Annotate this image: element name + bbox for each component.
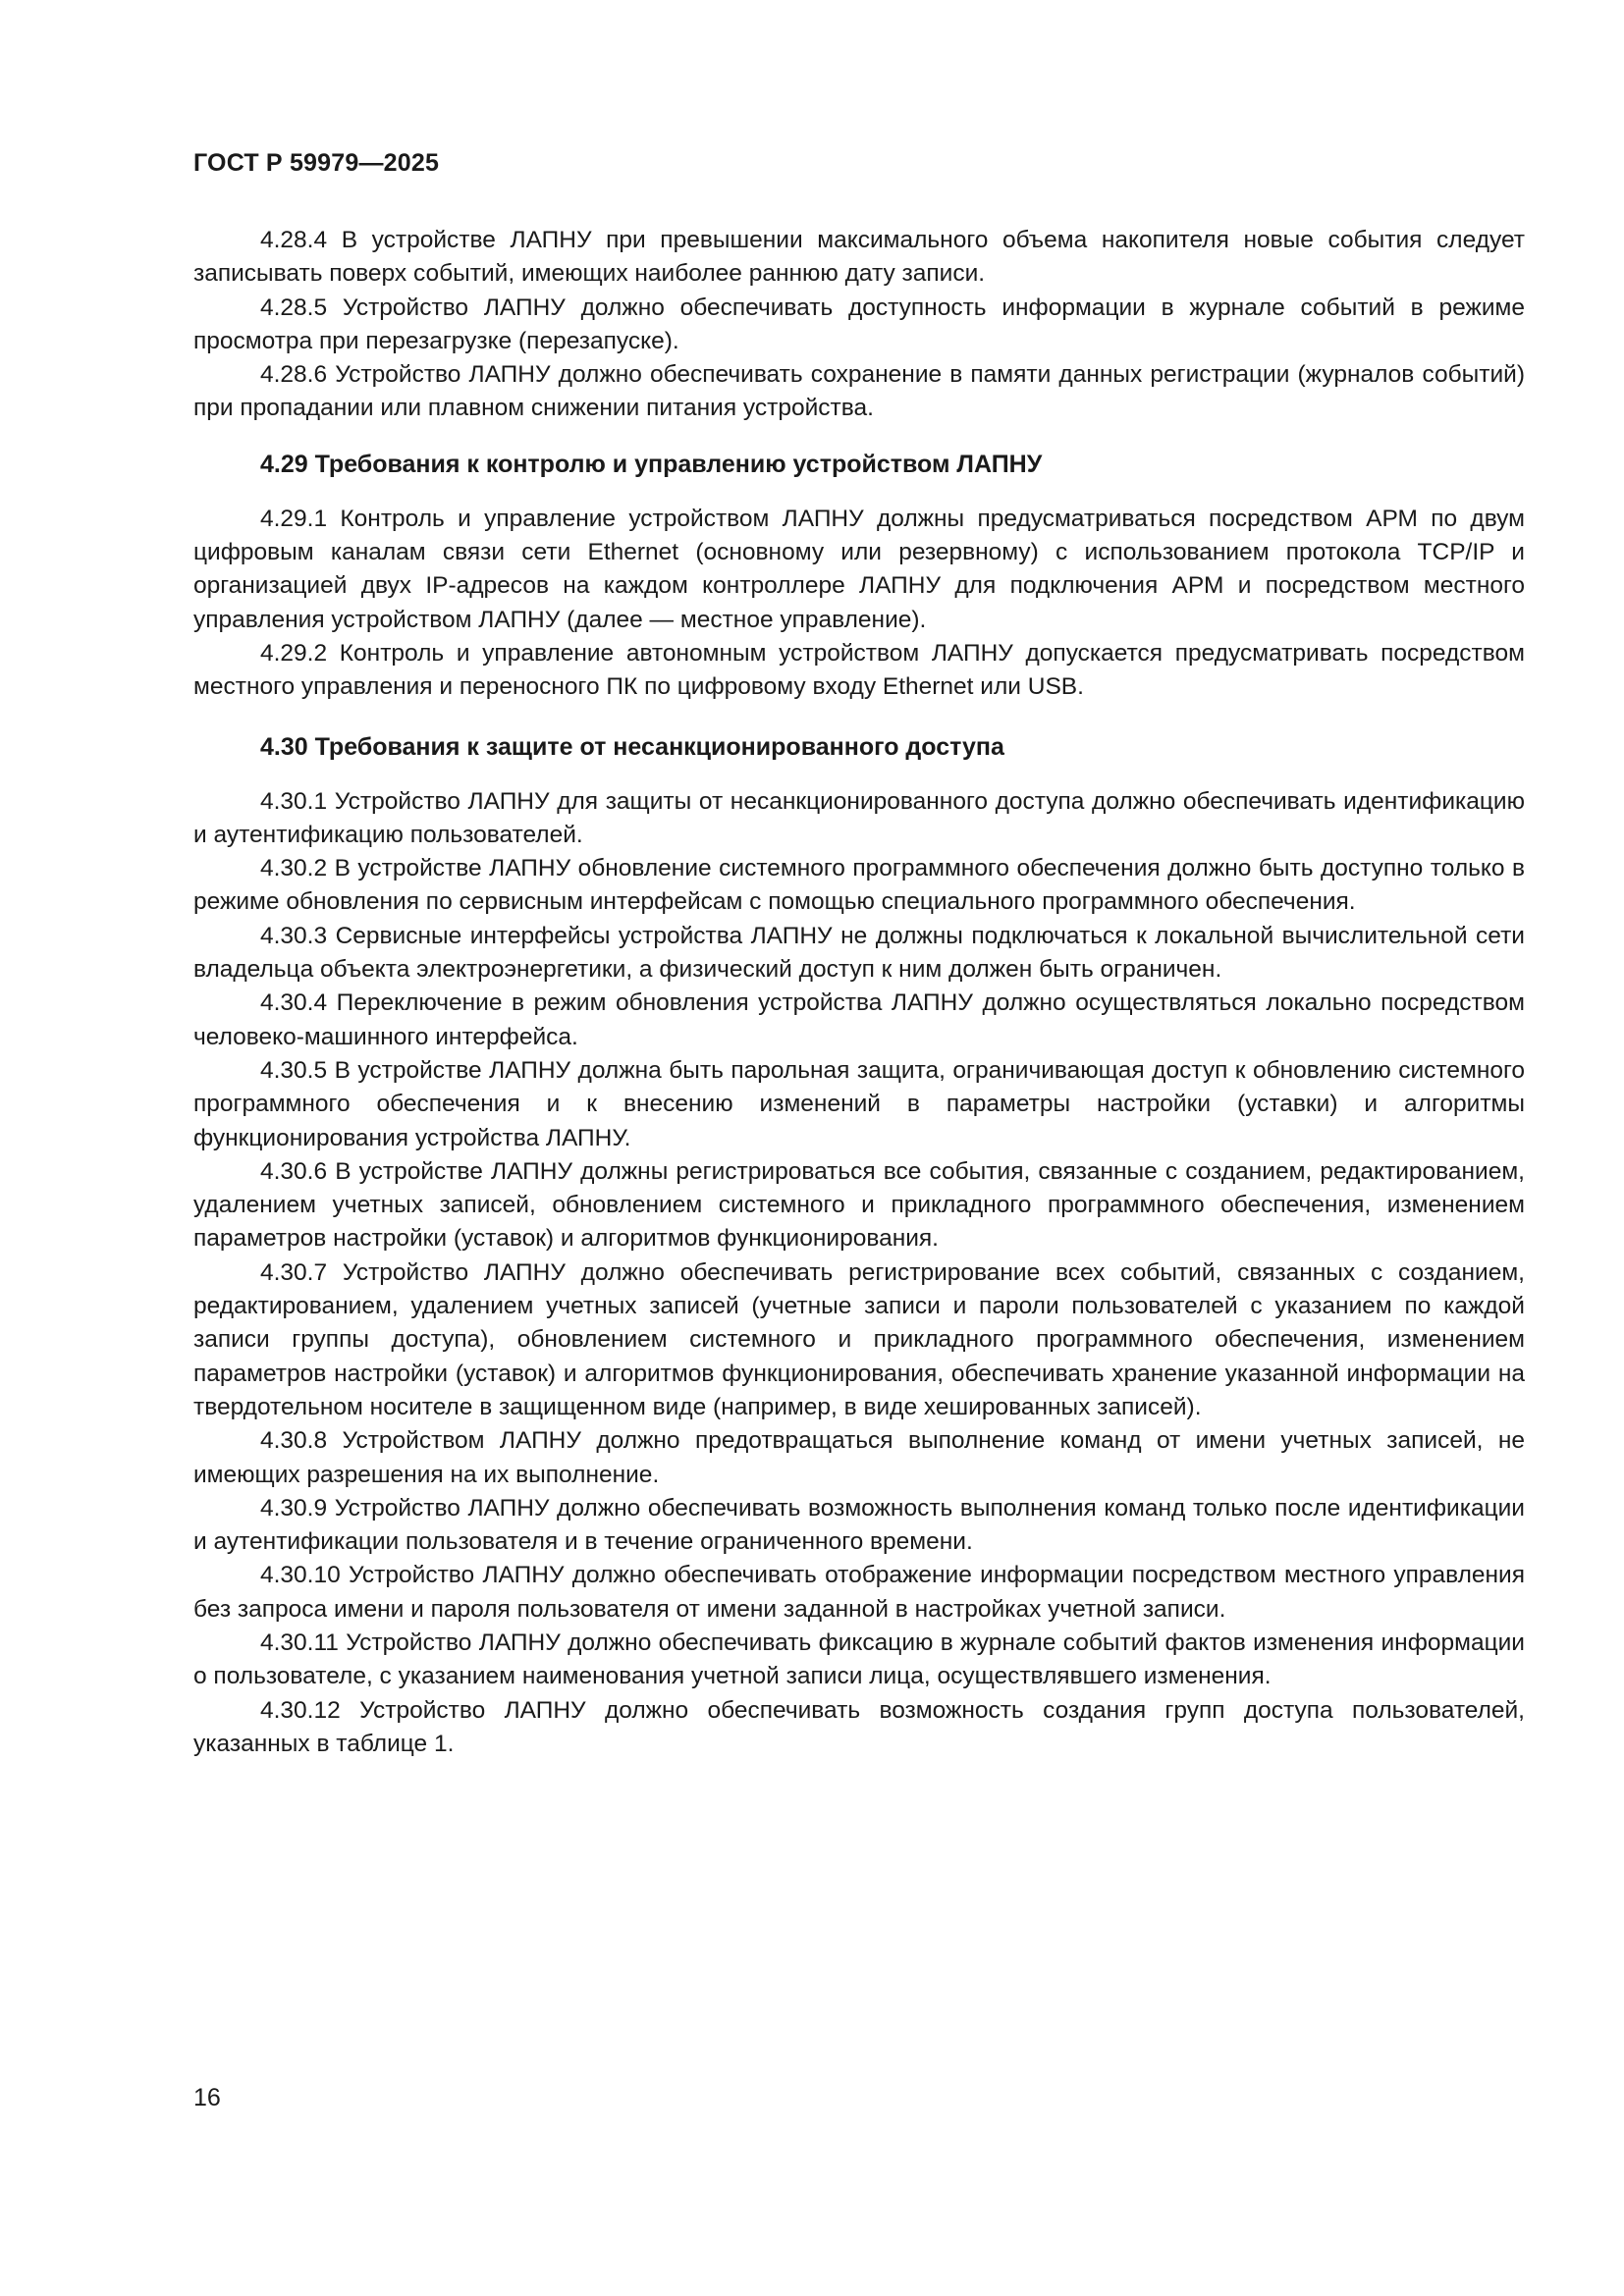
paragraph-4-30-10: 4.30.10 Устройство ЛАПНУ должно обеспечивать отображение информации посредством местного управления без запроса имени и пароля пользователя от имени заданной в настройках учетной записи. (193, 1562, 1525, 1623)
section-heading-4-30: 4.30 Требования к защите от несанкционированного доступа (260, 732, 1004, 761)
paragraph-4-30-4: 4.30.4 Переключение в режим обновления устройства ЛАПНУ должно осуществляться локально посредством человеко-машинного интерфейса. (193, 989, 1525, 1050)
paragraph-4-30-9: 4.30.9 Устройство ЛАПНУ должно обеспечивать возможность выполнения команд только после идентификации и аутентификации пользователя и в течение ограниченного времени. (193, 1494, 1525, 1556)
paragraph-4-28-6: 4.28.6 Устройство ЛАПНУ должно обеспечивать сохранение в памяти данных регистрации (журналов событий) при пропадании или плавном снижении питания устройства. (193, 361, 1525, 422)
document-header: ГОСТ Р 59979—2025 (193, 149, 440, 177)
page-number: 16 (193, 2084, 221, 2111)
paragraph-4-29-2: 4.29.2 Контроль и управление автономным устройством ЛАПНУ допускается предусматривать посредством местного управления и переносного ПК по цифровому входу Ethernet или USB. (193, 639, 1525, 701)
section-heading-4-29: 4.29 Требования к контролю и управлению устройством ЛАПНУ (260, 450, 1043, 478)
paragraph-4-30-12: 4.30.12 Устройство ЛАПНУ должно обеспечивать возможность создания групп доступа пользователей, указанных в таблице 1. (193, 1696, 1525, 1757)
paragraph-4-30-11: 4.30.11 Устройство ЛАПНУ должно обеспечивать фиксацию в журнале событий фактов изменения информации о пользователе, с указанием наименования учетной записи лица, осуществлявшего изменения. (193, 1629, 1525, 1690)
paragraph-4-30-7: 4.30.7 Устройство ЛАПНУ должно обеспечивать регистрирование всех событий, связанных с созданием, редактированием, удалением учетных записей (учетные записи и пароли пользователей с указанием по каждой записи группы доступа), обновлением системного и прикладного программного обеспечения, изменением параметров настройки (уставок) и алгоритмов функционирования, обеспечивать хранение указанной информации на твердотельном носителе в защищенном виде (например, в виде хешированных записей). (193, 1258, 1525, 1420)
document-body (193, 224, 1525, 1761)
paragraph-4-30-1: 4.30.1 Устройство ЛАПНУ для защиты от несанкционированного доступа должно обеспечивать идентификацию и аутентификацию пользователей. (193, 787, 1525, 848)
paragraph-4-30-8: 4.30.8 Устройством ЛАПНУ должно предотвращаться выполнение команд от имени учетных записей, не имеющих разрешения на их выполнение. (193, 1427, 1525, 1488)
paragraph-4-28-5: 4.28.5 Устройство ЛАПНУ должно обеспечивать доступность информации в журнале событий в режиме просмотра при перезагрузке (перезапуске). (193, 294, 1525, 354)
paragraph-4-29-1: 4.29.1 Контроль и управление устройством ЛАПНУ должны предусматриваться посредством АРМ по двум цифровым каналам связи сети Ethernet (основному или резервному) с использованием протокола TCP/IP и организацией двух IP-адресов на каждом контроллере ЛАПНУ для подключения АРМ и посредством местного управления устройством ЛАПНУ (далее — местное управление). (193, 505, 1525, 633)
paragraph-4-28-4: 4.28.4 В устройстве ЛАПНУ при превышении максимального объема накопителя новые события следует записывать поверх событий, имеющих наиболее раннюю дату записи. (193, 227, 1525, 288)
paragraph-4-30-2: 4.30.2 В устройстве ЛАПНУ обновление системного программного обеспечения должно быть доступно только в режиме обновления по сервисным интерфейсам с помощью специального программного обеспечения. (193, 855, 1525, 916)
paragraph-4-30-3: 4.30.3 Сервисные интерфейсы устройства ЛАПНУ не должны подключаться к локальной вычислительной сети владельца объекта электроэнергетики, а физический доступ к ним должен быть ограничен. (193, 922, 1525, 984)
paragraph-4-30-6: 4.30.6 В устройстве ЛАПНУ должны регистрироваться все события, связанные с созданием, редактированием, удалением учетных записей, обновлением системного и прикладного программного обеспечения, изменением параметров настройки (уставок) и алгоритмов функционирования. (193, 1157, 1525, 1253)
paragraph-4-30-5: 4.30.5 В устройстве ЛАПНУ должна быть парольная защита, ограничивающая доступ к обновлению системного программного обеспечения и к внесению изменений в параметры настройки (уставки) и алгоритмы функционирования устройства ЛАПНУ. (193, 1056, 1525, 1151)
